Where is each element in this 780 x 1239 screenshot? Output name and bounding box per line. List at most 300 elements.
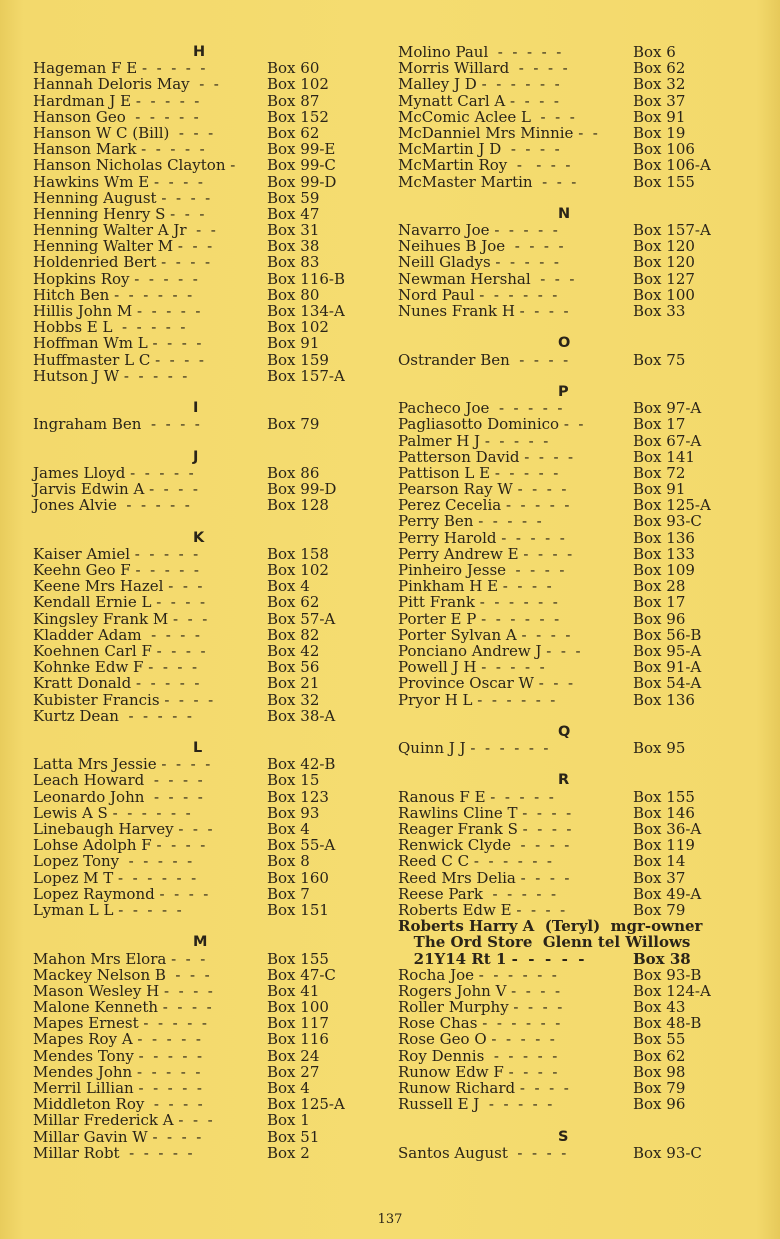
directory-entry: [398, 821, 758, 837]
entry-name: Patterson David - - - -: [398, 447, 574, 466]
entry-name: Kubister Francis - - - -: [33, 690, 214, 709]
entry-box-number: Box 4: [267, 820, 310, 838]
entry-name: Reed Mrs Delia - - - -: [398, 868, 570, 887]
entry-name: Porter E P - - - - - -: [398, 609, 560, 628]
directory-entry: [33, 837, 373, 853]
directory-entry: [33, 611, 373, 627]
entry-name: Lyman L L - - - - -: [33, 900, 182, 919]
entry-name: Hillis John M - - - - -: [33, 302, 201, 320]
directory-entry: [33, 319, 373, 335]
entry-name: Hawkins Wm E - - - -: [33, 172, 203, 191]
section-letter: S: [558, 1128, 569, 1145]
directory-entry: [398, 109, 758, 125]
entry-box-number: Box 62: [633, 59, 686, 78]
directory-entry: [33, 157, 373, 173]
entry-name: Middleton Roy - - - -: [33, 1095, 203, 1114]
entry-box-number: Box 155: [633, 787, 695, 806]
entry-box-number: Box 93-C: [633, 1143, 702, 1162]
section-letter: O: [558, 335, 571, 352]
entry-box-number: Box 155: [633, 172, 695, 191]
directory-entry: [33, 999, 373, 1015]
section-letter-header: [398, 206, 758, 222]
entry-box-number: Box 75: [633, 350, 686, 369]
entry-box-number: Box 98: [633, 1062, 686, 1081]
section-letter: L: [193, 740, 203, 757]
entry-box-number: Box 79: [633, 900, 686, 919]
entry-box-number: Box 125-A: [633, 496, 711, 515]
entry-box-number: Box 41: [267, 981, 320, 1000]
entry-box-number: Box 15: [267, 771, 320, 790]
entry-name: Mapes Roy A - - - - -: [33, 1030, 201, 1049]
section-letter-header: [33, 530, 373, 546]
entry-box-number: Box 4: [267, 577, 310, 596]
entry-box-number: Box 6: [633, 43, 676, 61]
entry-name: Renwick Clyde - - - -: [398, 836, 570, 855]
entry-name: Hoffman Wm L - - - -: [33, 334, 202, 353]
entry-box-number: Box 60: [267, 59, 320, 78]
entry-box-number: Box 42-B: [267, 755, 336, 774]
entry-box-number: Box 151: [267, 900, 329, 919]
directory-entry: [398, 675, 758, 691]
directory-entry: [398, 416, 758, 432]
entry-box-number: Box 37: [633, 868, 686, 887]
entry-name: Lewis A S - - - - - -: [33, 803, 191, 822]
entry-box-number: Box 99-C: [267, 156, 336, 175]
directory-entry: [398, 157, 758, 173]
entry-name: Henning Walter M - - -: [33, 237, 213, 256]
entry-box-number: Box 38-A: [267, 706, 336, 725]
directory-entry: [33, 1015, 373, 1031]
directory-entry: [398, 789, 758, 805]
directory-entry: [33, 222, 373, 238]
entry-name: Jones Alvie - - - - -: [33, 496, 190, 515]
entry-box-number: Box 91: [633, 480, 686, 499]
directory-entry: [33, 416, 373, 432]
entry-box-number: Box 67-A: [633, 431, 702, 450]
entry-name: Nunes Frank H - - - -: [398, 302, 569, 320]
entry-box-number: Box 32: [633, 75, 686, 94]
directory-entry: [398, 1031, 758, 1047]
directory-entry: [33, 772, 373, 788]
entry-box-number: Box 116: [267, 1030, 329, 1049]
entry-name: Hitch Ben - - - - - -: [33, 285, 193, 304]
directory-entry: [33, 125, 373, 141]
entry-name: Perry Andrew E - - - -: [398, 544, 573, 563]
entry-name: Newman Hershal - - -: [398, 269, 575, 288]
directory-entry: [33, 1080, 373, 1096]
directory-entry: [33, 967, 373, 983]
entry-name: Hardman J E - - - - -: [33, 91, 200, 110]
entry-box-number: Box 102: [267, 561, 329, 579]
entry-box-number: Box 24: [267, 1046, 320, 1065]
entry-name: Holdenried Bert - - - -: [33, 253, 211, 272]
entry-box-number: Box 62: [267, 593, 320, 612]
entry-box-number: Box 49-A: [633, 884, 702, 903]
entry-name: Lopez Raymond - - - -: [33, 884, 209, 903]
directory-entry: [398, 433, 758, 449]
entry-box-number: Box 106: [633, 140, 695, 159]
entry-box-number: Box 96: [633, 1095, 686, 1114]
directory-entry: [398, 967, 758, 983]
entry-name: Mendes Tony - - - - -: [33, 1046, 203, 1065]
directory-entry: [33, 902, 373, 918]
entry-box-number: Box 95: [633, 739, 686, 758]
entry-box-number: Box 38: [267, 237, 320, 256]
directory-entry: [33, 465, 373, 481]
entry-name: Mendes John - - - - -: [33, 1062, 201, 1081]
entry-name: Hanson W C (Bill) - - -: [33, 123, 214, 142]
directory-entry: [398, 497, 758, 513]
section-gap: [33, 724, 373, 740]
directory-entry: [33, 675, 373, 691]
entry-box-number: Box 1: [267, 1111, 310, 1130]
entry-box-number: Box 97-A: [633, 399, 702, 418]
entry-name: Hutson J W - - - - -: [33, 366, 188, 385]
entry-box-number: Box 93: [267, 803, 320, 822]
directory-entry: [398, 805, 758, 821]
entry-name: Molino Paul - - - - -: [398, 43, 562, 61]
section-letter-header: [398, 772, 758, 788]
entry-name: Pacheco Joe - - - - -: [398, 399, 563, 418]
entry-name: Neihues B Joe - - - -: [398, 237, 564, 256]
entry-box-number: Box 62: [633, 1046, 686, 1065]
entry-box-number: Box 100: [633, 285, 695, 304]
entry-box-number: Box 62: [267, 123, 320, 142]
entry-name: Henning Henry S - - -: [33, 204, 205, 223]
entry-name: Mason Wesley H - - - -: [33, 981, 213, 1000]
section-gap: [398, 190, 758, 206]
entry-box-number: Box 2: [267, 1143, 310, 1162]
entry-name: Hanson Nicholas Clayton -: [33, 156, 236, 175]
directory-entry: [33, 1145, 373, 1161]
entry-box-number: Box 28: [633, 577, 686, 596]
entry-name: Malone Kenneth - - - -: [33, 998, 212, 1017]
entry-box-number: Box 157-A: [633, 221, 711, 240]
directory-entry: [33, 546, 373, 562]
directory-entry: [33, 254, 373, 270]
directory-entry: [398, 611, 758, 627]
directory-entry: [398, 465, 758, 481]
directory-entry: [33, 562, 373, 578]
entry-box-number: Box 57-A: [267, 609, 336, 628]
entry-box-number: Box 59: [267, 188, 320, 207]
entry-name: Ranous F E - - - - -: [398, 787, 554, 806]
directory-entry: [33, 886, 373, 902]
directory-entry: [398, 1096, 758, 1112]
entry-name: Rose Chas - - - - - -: [398, 1014, 561, 1033]
entry-name: Hageman F E - - - - -: [33, 59, 206, 78]
directory-entry: [398, 643, 758, 659]
entry-box-number: Box 80: [267, 285, 320, 304]
entry-name: Kurtz Dean - - - - -: [33, 706, 192, 725]
directory-entry: [398, 546, 758, 562]
page-number: 137: [377, 1212, 403, 1227]
directory-entry: [33, 870, 373, 886]
right-column: [398, 44, 758, 1161]
section-gap: [398, 319, 758, 335]
directory-entry: [33, 335, 373, 351]
entry-box-number: Box 87: [267, 91, 320, 110]
entry-box-number: Box 157-A: [267, 366, 345, 385]
directory-entry: [398, 837, 758, 853]
directory-entry: [398, 60, 758, 76]
directory-entry: [33, 983, 373, 999]
entry-name: Kratt Donald - - - - -: [33, 674, 200, 693]
section-letter: Q: [558, 723, 571, 740]
directory-entry: [398, 659, 758, 675]
directory-entry: [398, 627, 758, 643]
entry-box-number: Box 19: [633, 123, 686, 142]
entry-box-number: Box 95-A: [633, 641, 702, 660]
directory-entry: [33, 1129, 373, 1145]
entry-box-number: Box 79: [633, 1079, 686, 1097]
entry-box-number: Box 127: [633, 269, 695, 288]
section-letter-header: [398, 384, 758, 400]
entry-box-number: Box 48-B: [633, 1014, 702, 1033]
entry-name: Rogers John V - - - -: [398, 981, 561, 1000]
directory-entry: [33, 287, 373, 303]
entry-name: Pattison L E - - - - -: [398, 463, 559, 482]
section-letter-header: [398, 724, 758, 740]
directory-entry: [33, 594, 373, 610]
section-letter-header: [398, 1129, 758, 1145]
section-letter: I: [193, 400, 199, 417]
entry-box-number: Box 99-D: [267, 172, 337, 191]
entry-box-number: Box 43: [633, 998, 686, 1017]
entry-name: Hobbs E L - - - - -: [33, 318, 186, 337]
entry-name: Pinkham H E - - - -: [398, 577, 552, 596]
directory-entry: [33, 789, 373, 805]
section-letter: J: [193, 448, 199, 465]
entry-box-number: Box 56-B: [633, 625, 702, 644]
section-letter: K: [193, 529, 205, 546]
entry-name: Reese Park - - - - -: [398, 884, 557, 903]
entry-name: Rocha Joe - - - - - -: [398, 965, 557, 984]
entry-name: Perez Cecelia - - - - -: [398, 496, 570, 515]
directory-entry: [33, 692, 373, 708]
entry-box-number: Box 91: [633, 107, 686, 126]
directory-entry: [33, 1031, 373, 1047]
entry-box-number: Box 86: [267, 463, 320, 482]
entry-box-number: Box 136: [633, 528, 695, 547]
entry-name: Latta Mrs Jessie - - - -: [33, 755, 211, 774]
directory-entry: [33, 238, 373, 254]
entry-name: Lopez M T - - - - - -: [33, 868, 197, 887]
entry-name: Quinn J J - - - - - -: [398, 739, 549, 758]
entry-name: Pinheiro Jesse - - - -: [398, 561, 565, 579]
entry-box-number: Box 128: [267, 496, 329, 515]
entry-box-number: Box 27: [267, 1062, 320, 1081]
directory-entry: [398, 1064, 758, 1080]
directory-entry: [33, 76, 373, 92]
entry-box-number: Box 55: [633, 1030, 686, 1049]
directory-entry: [398, 271, 758, 287]
section-gap: [398, 708, 758, 724]
entry-box-number: Box 102: [267, 318, 329, 337]
directory-entry: [398, 254, 758, 270]
directory-entry: [398, 44, 758, 60]
entry-box-number: Box 155: [267, 949, 329, 968]
entry-box-number: Box 82: [267, 625, 320, 644]
directory-entry: [398, 481, 758, 497]
entry-box-number: Box 14: [633, 852, 686, 871]
entry-name: Malley J D - - - - - -: [398, 75, 560, 94]
entry-name: Koehnen Carl F - - - -: [33, 641, 206, 660]
directory-entry: [33, 951, 373, 967]
directory-entry: [398, 513, 758, 529]
entry-name: Neill Gladys - - - - -: [398, 253, 559, 272]
entry-name: Henning Walter A Jr - -: [33, 221, 216, 240]
directory-entry: [33, 627, 373, 643]
entry-name: Province Oscar W - - -: [398, 674, 574, 693]
directory-entry: [398, 886, 758, 902]
directory-entry: [398, 902, 758, 918]
directory-entry: [33, 497, 373, 513]
entry-box-number: Box 120: [633, 237, 695, 256]
directory-entry: [398, 76, 758, 92]
entry-box-number: Box 7: [267, 884, 310, 903]
entry-box-number: Box 134-A: [267, 302, 345, 320]
section-letter: M: [193, 934, 208, 951]
entry-name: McMartin J D - - - -: [398, 140, 560, 159]
entry-name: Kaiser Amiel - - - - -: [33, 544, 199, 563]
directory-entry: [398, 287, 758, 303]
entry-name: James Lloyd - - - - -: [33, 463, 194, 482]
entry-name: Rose Geo O - - - - -: [398, 1030, 555, 1049]
entry-name: Kingsley Frank M - - -: [33, 609, 208, 628]
entry-name: Roberts Harry A (Teryl) mgr-owner: [398, 917, 703, 936]
entry-box-number: Box 21: [267, 674, 320, 693]
entry-name: Keehn Geo F - - - - -: [33, 561, 199, 579]
section-gap: [33, 513, 373, 529]
directory-entry: [398, 983, 758, 999]
section-letter-header: [33, 740, 373, 756]
directory-entry: [398, 530, 758, 546]
directory-entry: [398, 222, 758, 238]
directory-entry: [33, 174, 373, 190]
entry-name: Roller Murphy - - - -: [398, 998, 563, 1017]
entry-name: Pryor H L - - - - - -: [398, 690, 556, 709]
entry-name: Millar Frederick A - - -: [33, 1111, 213, 1130]
directory-entry: [398, 352, 758, 368]
entry-box-number: Box 102: [267, 75, 329, 94]
directory-entry: [33, 578, 373, 594]
section-letter-header: [33, 400, 373, 416]
entry-name: McMaster Martin - - -: [398, 172, 577, 191]
directory-entry: [398, 449, 758, 465]
entry-box-number: Box 47-C: [267, 965, 336, 984]
entry-box-number: Box 99-D: [267, 480, 337, 499]
directory-entry: [33, 190, 373, 206]
entry-name: Mynatt Carl A - - - -: [398, 91, 559, 110]
entry-box-number: Box 72: [633, 463, 686, 482]
entry-box-number: Box 100: [267, 998, 329, 1017]
entry-box-number: Box 146: [633, 803, 695, 822]
entry-box-number: Box 133: [633, 544, 695, 563]
entry-box-number: Box 17: [633, 593, 686, 612]
entry-box-number: Box 55-A: [267, 836, 336, 855]
entry-box-number: Box 123: [267, 787, 329, 806]
entry-name: Pearson Ray W - - - -: [398, 480, 567, 499]
entry-box-number: Box 31: [267, 221, 320, 240]
entry-name: Linebaugh Harvey - - -: [33, 820, 213, 838]
entry-box-number: Box 119: [633, 836, 695, 855]
directory-entry: [398, 141, 758, 157]
entry-name: Kohnke Edw F - - - -: [33, 658, 198, 677]
entry-name: Roberts Edw E - - - -: [398, 900, 566, 919]
directory-entry: [398, 918, 758, 934]
entry-name: Henning August - - - -: [33, 188, 211, 207]
entry-name: Hopkins Roy - - - - -: [33, 269, 198, 288]
section-gap: [33, 918, 373, 934]
entry-box-number: Box 152: [267, 107, 329, 126]
entry-name: Powell J H - - - - -: [398, 658, 545, 677]
directory-entry: [398, 238, 758, 254]
entry-name: Rawlins Cline T - - - -: [398, 803, 572, 822]
section-letter-header: [398, 335, 758, 351]
section-gap: [398, 756, 758, 772]
entry-box-number: Box 51: [267, 1127, 320, 1146]
entry-box-number: Box 99-E: [267, 140, 336, 159]
directory-entry: [33, 1112, 373, 1128]
directory-entry: [398, 1080, 758, 1096]
entry-box-number: Box 109: [633, 561, 695, 579]
entry-name: Hanson Geo - - - - -: [33, 107, 199, 126]
entry-box-number: Box 136: [633, 690, 695, 709]
entry-box-number: Box 106-A: [633, 156, 711, 175]
entry-box-number: Box 120: [633, 253, 695, 272]
entry-box-number: Box 17: [633, 415, 686, 434]
entry-box-number: Box 37: [633, 91, 686, 110]
directory-entry: [33, 271, 373, 287]
directory-entry: [33, 352, 373, 368]
directory-entry: [398, 692, 758, 708]
directory-entry: [33, 1048, 373, 1064]
entry-name: Pitt Frank - - - - - -: [398, 593, 558, 612]
directory-entry: [398, 870, 758, 886]
directory-entry: [33, 1064, 373, 1080]
directory-entry: [398, 1145, 758, 1161]
section-letter: R: [558, 772, 570, 789]
entry-name: Porter Sylvan A - - - -: [398, 625, 571, 644]
directory-entry: [33, 368, 373, 384]
entry-name: Keene Mrs Hazel - - -: [33, 577, 203, 596]
directory-entry: [398, 174, 758, 190]
entry-name: Reager Frank S - - - -: [398, 820, 572, 838]
entry-name: Kladder Adam - - - -: [33, 625, 200, 644]
entry-box-number: Box 93-C: [633, 512, 702, 531]
entry-name: Russell E J - - - - -: [398, 1095, 553, 1114]
directory-entry: [398, 853, 758, 869]
entry-box-number: Box 124-A: [633, 981, 711, 1000]
entry-name: McDanniel Mrs Minnie - -: [398, 123, 598, 142]
entry-name: Pagliasotto Dominico - -: [398, 415, 584, 434]
entry-name: McMartin Roy - - - -: [398, 156, 571, 175]
entry-name: Ostrander Ben - - - -: [398, 350, 569, 369]
entry-box-number: Box 141: [633, 447, 695, 466]
entry-box-number: Box 42: [267, 641, 320, 660]
directory-entry: [398, 125, 758, 141]
section-letter: H: [193, 44, 206, 60]
entry-box-number: Box 160: [267, 868, 329, 887]
entry-name: Jarvis Edwin A - - - -: [33, 480, 198, 499]
entry-name: Nord Paul - - - - - -: [398, 285, 558, 304]
entry-box-number: Box 91-A: [633, 658, 702, 677]
directory-entry: [33, 206, 373, 222]
entry-name: Ingraham Ben - - - -: [33, 415, 200, 434]
entry-box-number: Box 159: [267, 350, 329, 369]
entry-box-number: Box 91: [267, 334, 320, 353]
